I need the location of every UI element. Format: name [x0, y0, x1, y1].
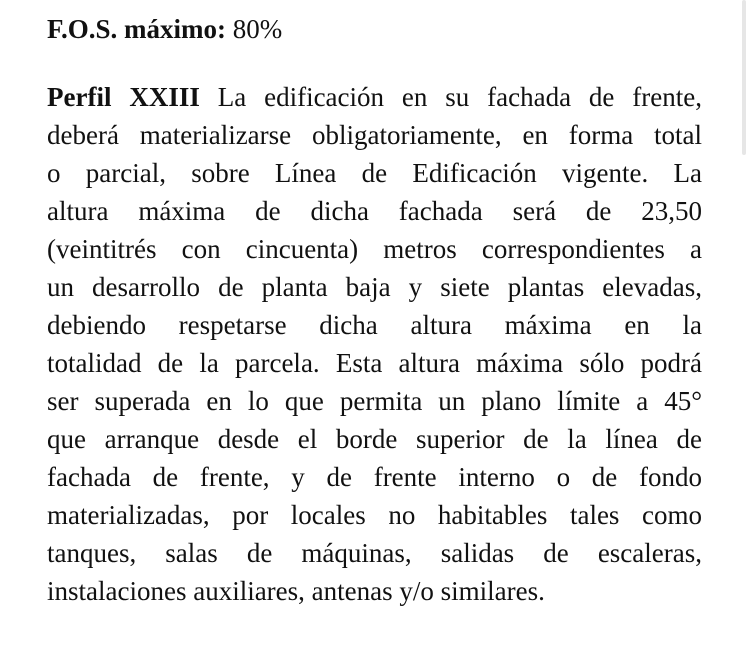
- paragraph-line: fachada de frente, y de frente interno o de fondo: [47, 462, 702, 492]
- paragraph-line: deberá materializarse obligatoriamente, en forma total: [47, 120, 702, 150]
- paragraph-line: ser superada en lo que permita un plano límite a 45°: [47, 386, 702, 416]
- paragraph-line: un desarrollo de planta baja y siete plantas elevadas,: [47, 272, 702, 302]
- paragraph-line: que arranque desde el borde superior de la línea de: [47, 424, 702, 454]
- paragraph-line: o parcial, sobre Línea de Edificación vigente. La: [47, 158, 702, 188]
- paragraph-line: altura máxima de dicha fachada será de 23,50: [47, 196, 702, 226]
- fos-value: 80%: [226, 14, 283, 44]
- paragraph-line: tanques, salas de máquinas, salidas de escaleras,: [47, 538, 702, 568]
- paragraph-line: [47, 78, 702, 116]
- perfil-heading: Perfil XXIII: [47, 82, 200, 112]
- perfil-paragraph: [47, 78, 702, 610]
- paragraph-line: instalaciones auxiliares, antenas y/o similares.: [47, 576, 545, 606]
- paragraph-line: debiendo respetarse dicha altura máxima en la: [47, 310, 702, 340]
- paragraph-line: materializadas, por locales no habitables tales como: [47, 500, 702, 530]
- fos-line: [47, 10, 282, 48]
- paragraph-line: totalidad de la parcela. Esta altura máxima sólo podrá: [47, 348, 702, 378]
- paragraph-line: (veintitrés con cincuenta) metros correspondientes a: [47, 234, 702, 264]
- scroll-indicator[interactable]: [742, 0, 746, 155]
- paragraph-line-text: La edificación en su fachada de frente,: [199, 82, 702, 112]
- fos-label: F.O.S. máximo:: [47, 14, 227, 44]
